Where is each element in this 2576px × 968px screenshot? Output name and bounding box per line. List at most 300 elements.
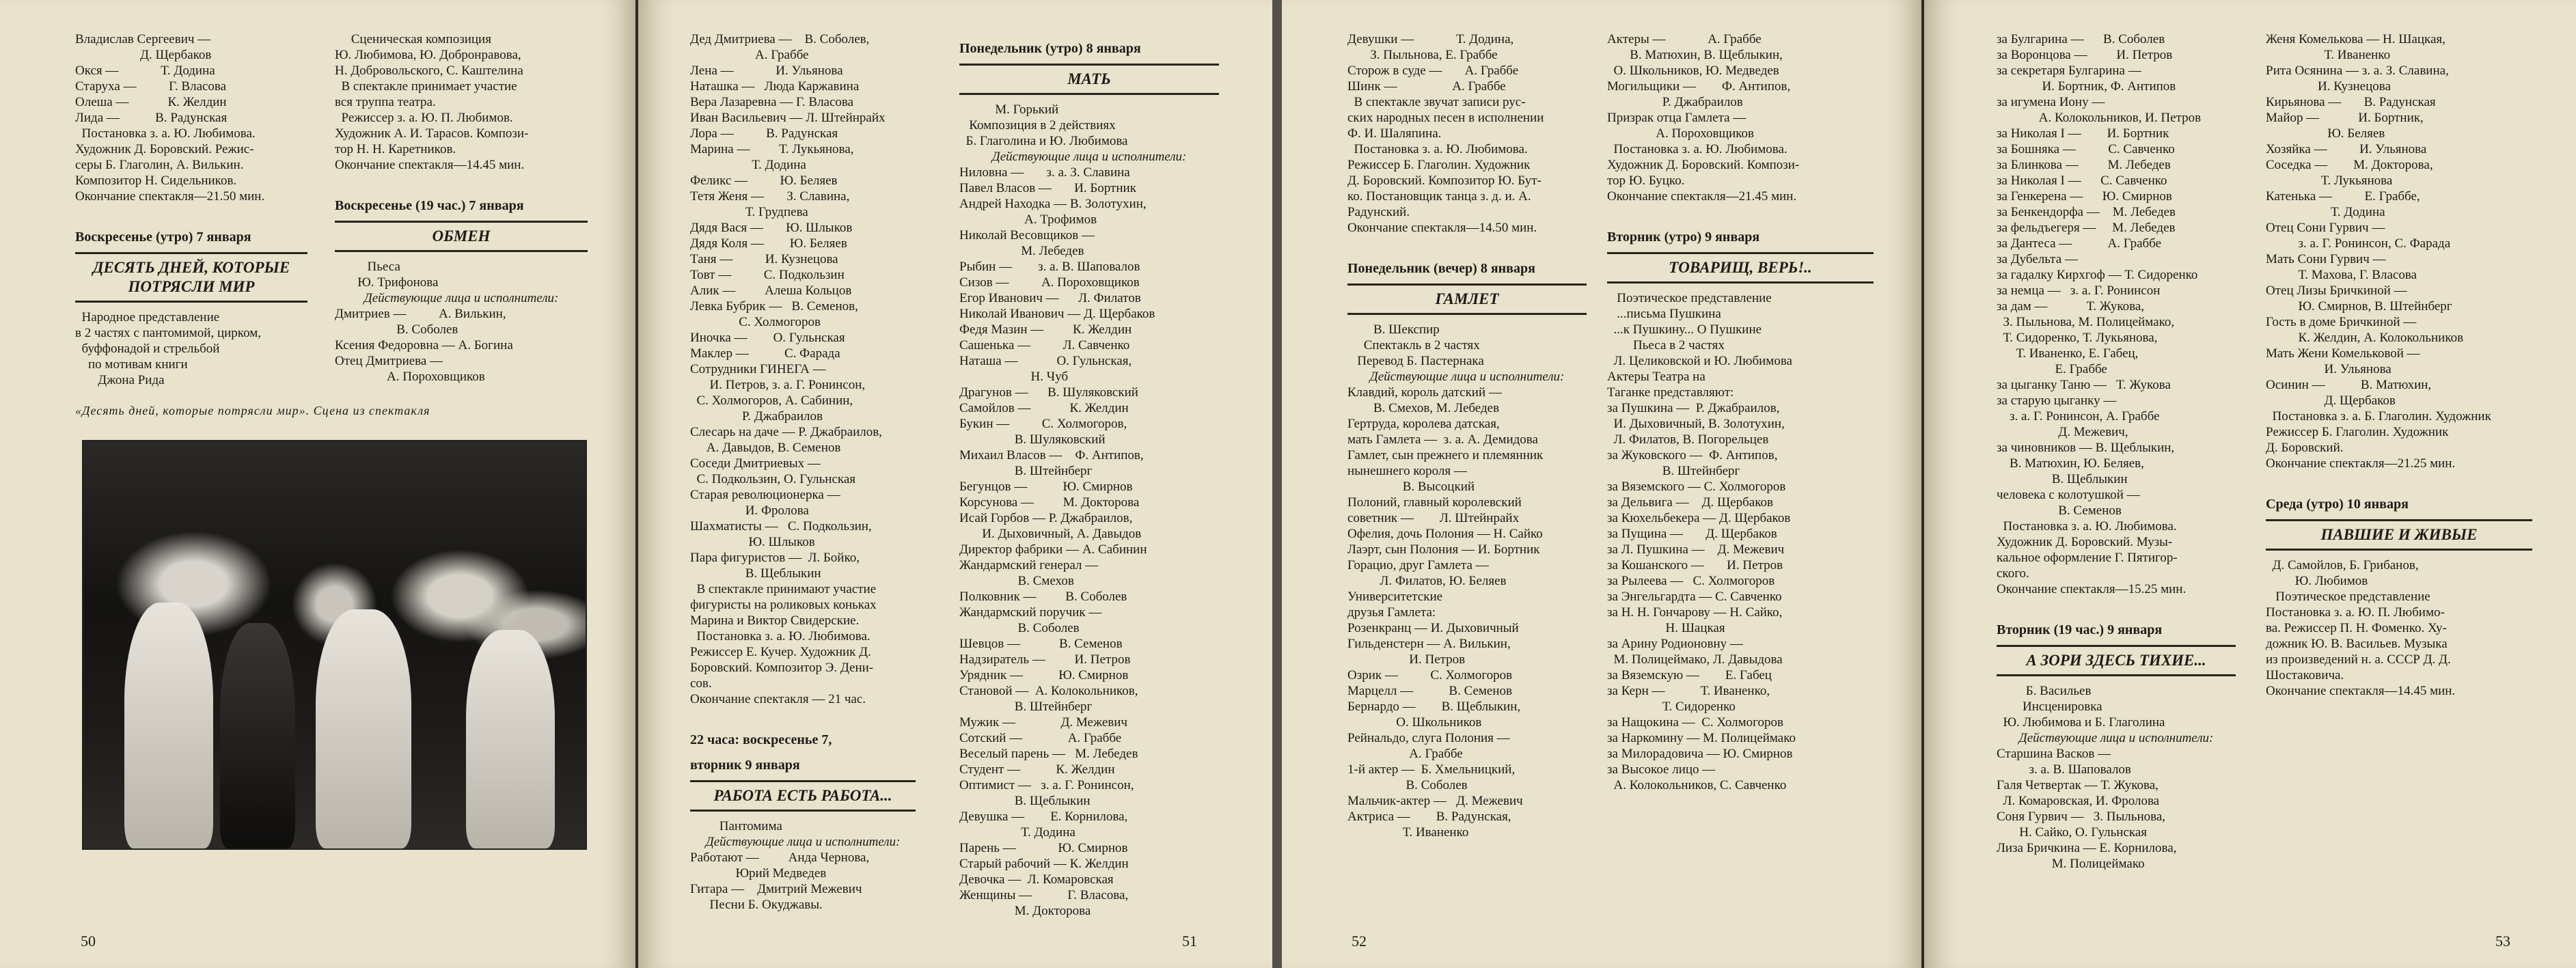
text-line: Пьеса [335,260,400,274]
performer-figure [124,603,213,848]
text-line: из произведений н. а. СССР Д. Д. [2266,652,2451,667]
text-line: Народное представление [75,310,220,324]
text-line: Художник Д. Боровский. Музы- [1997,535,2173,549]
text-line: Рыбин — з. а. В. Шаповалов [959,260,1140,274]
text-line: Н. Шацкая [1607,621,1725,635]
text-line: дожник Ю. В. Васильев. Музыка [2266,637,2448,651]
text-line: Урядник — Ю. Смирнов [959,668,1129,682]
text-line: за Жуковского — Ф. Антипов, [1607,448,1778,462]
text-line: Л. Целиковской и Ю. Любимова [1607,354,1792,368]
text-line: Кирьянова — В. Радунская [2266,95,2436,109]
text-line: за фельдъегеря — М. Лебедев [1997,221,2176,235]
text-line: Дядя Вася — Ю. Шлыков [690,221,853,235]
text-line: Поэтическое представление [2266,590,2430,604]
text-line: А. Давыдов, В. Семенов [690,441,841,455]
text-line: серы Б. Глаголин, А. Вилькин. [75,158,244,172]
text-line: за цыганку Таню — Т. Жукова [1997,378,2171,392]
text-line: Д. Боровский. [2266,441,2344,455]
text-line: И. Фролова [690,503,809,518]
text-line: Ниловна — з. а. З. Славина [959,165,1130,180]
text-line [1607,204,1874,220]
text-line: И. Петров [1347,652,1466,667]
section-heading: ПАВШИЕ И ЖИВЫЕ [2266,519,2532,551]
text-line: Андрей Находка — В. Золотухин, [959,197,1147,211]
text-line: Режиссер Е. Кучер. Художник Д. [690,645,871,659]
text-line: Ю. Любимова и Б. Глаголина [1997,715,2165,730]
text-line: за Генкерена — Ю. Смирнов [1997,189,2172,204]
text-line: сов. [690,676,712,691]
text-line: Жандармский поручик — [959,605,1102,620]
text-line: Девушка — Е. Корнилова, [959,810,1128,824]
text-line: Лена — И. Ульянова [690,64,843,78]
text-line [75,204,307,220]
section-heading: ДЕСЯТЬ ДНЕЙ, КОТОРЫЕ ПОТРЯСЛИ МИР [75,252,307,303]
text-line: ва. Режиссер П. Н. Фоменко. Ху- [2266,621,2447,635]
text-line: Олеша — К. Желдин [75,95,227,109]
text-line: Дядя Коля — Ю. Беляев [690,236,847,251]
text-line: ских народных песен в исполнении [1347,111,1544,125]
text-line: Университетские [1347,590,1443,604]
text-line: за Наркомину — М. Полицеймако [1607,731,1796,745]
text-line: Алик — Алеша Кольцов [690,284,852,298]
text-line: Художник Д. Боровский. Компози- [1607,158,1800,172]
text-line: Юрий Медведев [690,866,827,881]
text-line: В. Матюхин, В. Щеблыкин, [1607,48,1783,62]
text-line: Товт — С. Подкользин [690,268,845,282]
text-line: Т. Грудпева [690,205,808,219]
page-52 [1282,0,1921,968]
text-line: В. Смехов, М. Лебедев [1347,401,1500,415]
text-line: Становой — А. Колокольников, [959,684,1138,698]
text-line: Композиция в 2 действиях [959,118,1116,133]
text-line: Девушки — Т. Додина, [1347,32,1514,46]
text-line: Ю. Смирнов, В. Штейнберг [2266,299,2452,314]
text-line: Постановка з. а. Ю. Любимова. [1607,142,1787,156]
text-line: Ю. Шлыков [690,535,815,549]
text-line: Полоний, главный королевский [1347,495,1522,510]
text-line: Т. Иваненко [2266,48,2391,62]
text-line: Режиссер Б. Глаголин. Художник [1347,158,1531,172]
text-line: Д. Боровский. Композитор Ю. Бут- [1347,174,1542,188]
text-line: Т. Махова, Г. Власова [2266,268,2417,282]
text-line: Наташка — Люда Каржавина [690,79,860,94]
text-line: за Кошанского — И. Петров [1607,558,1783,572]
performer-figure [466,630,555,848]
text-line: Поэтическое представление [1607,291,1772,305]
text-line: Директор фабрики — А. Сабинин [959,542,1147,557]
text-line: М. Горький [959,102,1059,117]
page-51-column-2 [959,31,1219,940]
text-line: з. а. В. Шаповалов [1997,762,2131,777]
text-line: З. Пыльнова, Е. Граббе [1347,48,1498,62]
text-line: В. Соболев [335,322,458,337]
text-line: Пара фигуристов — Л. Бойко, [690,551,860,565]
section-heading: ОБМЕН [335,221,588,252]
text-line: О. Школьников [1347,715,1482,730]
stage-photo [82,440,587,850]
text-line: Т. Сидоренко [1607,700,1736,714]
text-line: Художник Д. Боровский. Режис- [75,142,254,156]
text-line: Старая революционерка — [690,488,840,502]
text-line: за Дельвига — Д. Щербаков [1607,495,1773,510]
text-line: Сотрудники ГИНЕГА — [690,362,826,376]
text-line: В. Штейнберг [1607,464,1740,478]
text-line: Бернардо — В. Щеблыкин, [1347,700,1521,714]
text-line: Букин — С. Холмогоров, [959,417,1127,431]
text-line: М. Полицеймако [1997,857,2145,871]
text-line: Окончание спектакля—14.50 мин. [1347,221,1537,235]
text-line: за игумена Иону — [1997,95,2105,109]
text-line: М. Докторова [959,904,1091,918]
text-line: Майор — И. Бортник, [2266,111,2424,125]
schedule-date: Воскресенье (19 час.) 7 января [335,198,524,213]
text-line: за Рылеева — С. Холмогоров [1607,574,1775,588]
text-line: Женя Комелькова — Н. Шацкая, [2266,32,2445,46]
text-line: Композитор Н. Сидельников. [75,174,237,188]
text-line: Оптимист — з. а. Г. Ронинсон, [959,778,1134,792]
schedule-date: Вторник (19 час.) 9 января [1997,622,2163,637]
text-line: Корсунова — М. Докторова [959,495,1140,510]
text-line: Н. Сайко, О. Гульнская [1997,825,2148,840]
text-line: Дед Дмитриева — В. Соболев, [690,32,870,46]
text-line: К. Желдин, А. Колокольников [2266,331,2464,345]
page-53-column-1 [1997,31,2236,940]
text-line: Левка Бубрик — В. Семенов, [690,299,858,314]
text-line: Феликс — Ю. Беляев [690,174,838,188]
text-line: Клавдий, король датский — [1347,385,1502,400]
text-line: за гадалку Кирхгоф — Т. Сидоренко [1997,268,2198,282]
text-line: Катенька — Е. Граббе, [2266,189,2420,204]
section-heading: ТОВАРИЩ, ВЕРЬ!.. [1607,252,1874,284]
text-line: Окончание спектакля—21.25 мин. [2266,456,2456,471]
text-line: Офелия, дочь Полония — Н. Сайко [1347,527,1543,541]
text-line: фигуристы на роликовых коньках [690,598,877,612]
text-line: А. Граббе [1347,747,1463,761]
text-line: за Л. Пушкина — Д. Межевич [1607,542,1785,557]
text-line: нынешнего короля — [1347,464,1467,478]
text-line: М. Лебедев [959,244,1084,258]
text-line: Инсценировка [1997,700,2102,714]
page-51-column-1 [690,31,916,940]
text-line: Шинк — А. Граббе [1347,79,1506,94]
text-line: Боровский. Композитор Э. Дени- [690,661,874,675]
text-line: Д. Щербаков [2266,393,2396,408]
text-line: Соня Гурвич — З. Пыльнова, [1997,810,2166,824]
text-line: О. Школьников, Ю. Медведев [1607,64,1779,78]
text-line: Рита Осянина — з. а. З. Славина, [2266,64,2449,78]
text-line: С. Холмогоров, А. Сабинин, [690,393,853,408]
text-line: за Бенкендорфа — М. Лебедев [1997,205,2176,219]
text-line: кальное оформление Г. Пятигор- [1997,551,2178,565]
text-line: И. Дыховичный, В. Золотухин, [1607,417,1785,431]
text-line: за Дубельта — [1997,252,2078,266]
text-line: В. Шуляковский [959,432,1106,447]
text-line: за Пушкина — Р. Джабраилов, [1607,401,1780,415]
text-line [335,173,588,189]
text-line: Лида — В. Радунская [75,111,228,125]
text-line: за Милорадовича — Ю. Смирнов [1607,747,1793,761]
text-line: Гильденстерн — А. Вилькин, [1347,637,1511,651]
text-line: Николай Иванович — Д. Щербаков [959,307,1155,321]
text-line: Марина — Т. Лукьянова, [690,142,854,156]
text-line: за секретаря Булгарина — [1997,64,2141,78]
text-line: Старый рабочий — К. Желдин [959,857,1129,871]
text-line: Вера Лазаревна — Г. Власова [690,95,854,109]
text-line: за Энгельгардта — С. Савченко [1607,590,1782,604]
text-line: за Пущина — Д. Щербаков [1607,527,1777,541]
text-line: Отец Лизы Бричкиной — [2266,284,2407,298]
text-line: Соседи Дмитриевых — [690,456,821,471]
text-line: за Нащокина — С. Холмогоров [1607,715,1783,730]
text-line: Старуха — Г. Власова [75,79,227,94]
text-line: И. Кузнецова [2266,79,2391,94]
text-line: Полковник — В. Соболев [959,590,1127,604]
text-line: Актриса — В. Радунская, [1347,810,1511,824]
text-line: за Кюхельбекера — Д. Щербаков [1607,511,1791,525]
text-line: Парень — Ю. Смирнов [959,841,1128,855]
text-line: мать Гамлета — з. а. А. Демидова [1347,432,1538,447]
text-line: Постановка з. а. Ю. Любимова. [75,126,256,141]
text-line: Работают — Анда Чернова, [690,851,870,865]
text-line: вся труппа театра. [335,95,436,109]
text-line: Б. Глаголина и Ю. Любимова [959,134,1128,148]
photo-caption: «Десять дней, которые потрясли мир». Сцена из спектакля [75,404,430,417]
text-line: Постановка з. а. Ю. П. Любимо- [2266,605,2445,620]
text-line: Маклер — С. Фарада [690,346,840,361]
page-number: 52 [1352,932,1367,950]
text-line: за Вяземскую — Е. Габец [1607,668,1772,682]
text-line: Гитара — Дмитрий Межевич [690,882,862,896]
text-line: Л. Филатов, Ю. Беляев [1347,574,1507,588]
page-52-column-1 [1347,31,1587,940]
page-number: 53 [2495,932,2510,950]
text-line: Шевцов — В. Семенов [959,637,1123,651]
cast-caption: Действующие лица и исполнители: [991,150,1187,164]
schedule-date: Понедельник (вечер) 8 января [1347,261,1535,276]
text-line [690,707,916,723]
cast-caption: Действующие лица и исполнители: [364,291,559,305]
text-line: Могильщики — Ф. Антипов, [1607,79,1791,94]
text-line: Озрик — С. Холмогоров [1347,668,1513,682]
text-line: Старшина Васков — [1997,747,2111,761]
text-line: за Блинкова — М. Лебедев [1997,158,2171,172]
text-line: в 2 частях с пантомимой, цирком, [75,326,261,340]
text-line: Горацио, друг Гамлета — [1347,558,1489,572]
text-line: Р. Джабраилов [1607,95,1743,109]
schedule-date: Понедельник (утро) 8 января [959,41,1141,56]
text-line: Шостаковича. [2266,668,2344,682]
text-line: В. Щеблыкин [690,566,821,581]
text-line: по мотивам книги [75,357,188,372]
cast-caption: Действующие лица и исполнители: [2018,731,2214,745]
text-line: И. Бортник, Ф. Антипов [1997,79,2176,94]
text-line: за Высокое лицо — [1607,762,1716,777]
text-line: Иван Васильевич — Л. Штейнрайх [690,111,886,125]
text-line: Лиза Бричкина — Е. Корнилова, [1997,841,2177,855]
text-line: за чиновников — В. Щеблыкин, [1997,441,2175,455]
text-line: Мать Жени Комельковой — [2266,346,2420,361]
text-line: Л. Филатов, В. Погорельцев [1607,432,1769,447]
schedule-date: Вторник (утро) 9 января [1607,230,1760,245]
cast-caption: Действующие лица и исполнители: [705,835,901,849]
text-line: Жандармский генерал — [959,558,1099,572]
text-line: Михаил Власов — Ф. Антипов, [959,448,1144,462]
text-line: Пантомима [690,819,782,833]
text-line: А. Граббе [690,48,809,62]
text-line: Спектакль в 2 частях [1347,338,1480,352]
text-line: за Булгарина — В. Соболев [1997,32,2165,46]
text-line: за Керн — Т. Иваненко, [1607,684,1770,698]
text-line: В спектакле принимает участие [335,79,517,94]
text-line: В. Штейнберг [959,464,1093,478]
text-line: Мать Сони Гурвич — [2266,252,2386,266]
text-line: Павел Власов — И. Бортник [959,181,1136,195]
text-line: Ю. Любимова, Ю. Добронравова, [335,48,521,62]
text-line: Студент — К. Желдин [959,762,1115,777]
text-line: Т. Додина [690,158,806,172]
text-line: Окончание спектакля—21.50 мин. [75,189,265,204]
text-line: за немца — з. а. Г. Ронинсон [1997,284,2161,298]
text-line: И. Петров, з. а. Г. Ронинсон, [690,378,866,392]
text-line: Хозяйка — И. Ульянова [2266,142,2427,156]
text-line: Таганке представляют: [1607,385,1734,400]
text-line: Федя Мазин — К. Желдин [959,322,1132,337]
text-line: Джона Рида [75,373,165,387]
text-line: В. Матюхин, Ю. Беляев, [1997,456,2144,471]
text-line: Сценическая композиция [335,32,491,46]
text-line: Окончание спектакля—14.45 мин. [2266,684,2456,698]
text-line: Призрак отца Гамлета — [1607,111,1746,125]
text-line: Ю. Любимов [2266,574,2368,588]
text-line: А. Пороховщиков [1607,126,1755,141]
text-line: Р. Джабраилов [690,409,823,424]
text-line: Песни Б. Окуджавы. [690,898,823,912]
text-line: Осинин — В. Матюхин, [2266,378,2432,392]
text-line: за Бошняка — С. Савченко [1997,142,2175,156]
text-line: за Николая I — И. Бортник [1997,126,2169,141]
text-line: В спектакле принимают участие [690,582,877,596]
text-line: И. Дыховичный, А. Давыдов [959,527,1142,541]
text-line: буффонадой и стрельбой [75,342,220,356]
text-line: Актеры — А. Граббе [1607,32,1762,46]
text-line: Н. Добровольского, С. Каштелина [335,64,523,78]
text-line: Художник А. И. Тарасов. Компози- [335,126,529,141]
text-line: з. а. Г. Ронинсон, С. Фарада [2266,236,2451,251]
text-line: Постановка з. а. Ю. Любимова. [1997,519,2177,534]
text-line: В. Щеблыкин [959,794,1091,808]
text-line: Слесарь на даче — Р. Джабраилов, [690,425,882,439]
text-line: Отец Дмитриева — [335,354,443,368]
page-52-column-2 [1607,31,1874,940]
performer-figure [220,623,295,848]
text-line: Соседка — М. Докторова, [2266,158,2433,172]
text-line: Николай Весовщиков — [959,228,1095,243]
text-line: Иночка — О. Гульнская [690,331,845,345]
text-line: ...письма Пушкина [1607,307,1721,321]
text-line: за дам — Т. Жукова, [1997,299,2145,314]
text-line: Н. Чуб [959,370,1068,384]
page-53 [1924,0,2576,968]
text-line: Актеры Театра на [1607,370,1705,384]
text-line: ко. Постановщик танца з. д. и. А. [1347,189,1531,204]
text-line: Режиссер Б. Глаголин. Художник [2266,425,2449,439]
text-line: А. Колокольников, С. Савченко [1607,778,1787,792]
text-line [1997,597,2236,613]
text-line: ского. [1997,566,2029,581]
text-line: Окончание спектакля—21.45 мин. [1607,189,1797,204]
text-line: Окся — Т. Додина [75,64,215,78]
text-line: В. Щеблыкин [1997,472,2128,486]
text-line: Постановка з. а. Б. Глаголин. Художник [2266,409,2491,424]
page-number: 51 [1182,932,1197,950]
text-line: за старую цыганку — [1997,393,2117,408]
text-line: И. Ульянова [2266,362,2392,376]
text-line: Мальчик-актер — Д. Межевич [1347,794,1523,808]
text-line: за Вяземского — С. Холмогоров [1607,480,1786,494]
text-line: Гертруда, королева датская, [1347,417,1500,431]
text-line: Постановка з. а. Ю. Любимова. [690,629,871,644]
text-line: Тетя Женя — З. Славина, [690,189,850,204]
text-line: Окончание спектакля—15.25 мин. [1997,582,2187,596]
text-line: Лаэрт, сын Полония — И. Бортник [1347,542,1540,557]
text-line: Драгунов — В. Шуляковский [959,385,1138,400]
text-line: Отец Сони Гурвич — [2266,221,2385,235]
text-line: Ф. И. Шаляпина. [1347,126,1442,141]
text-line: друзья Гамлета: [1347,605,1436,620]
page-number: 50 [81,932,96,950]
text-line: Пьеса в 2 частях [1607,338,1725,352]
text-line: А. Трофимов [959,212,1097,227]
schedule-date: Среда (утро) 10 января [2266,497,2409,512]
text-line: Шахматисты — С. Подкользин, [690,519,872,534]
text-line: Т. Иваненко [1347,825,1469,840]
text-line: Самойлов — К. Желдин [959,401,1129,415]
text-line: Мужик — Д. Межевич [959,715,1127,730]
text-line: Исай Горбов — Р. Джабраилов, [959,511,1133,525]
text-line: Сизов — А. Пороховщиков [959,275,1140,290]
text-line: за Арину Родионовну — [1607,637,1743,651]
page-51 [638,0,1272,968]
schedule-date: Воскресенье (утро) 7 января [75,230,251,245]
text-line [2266,471,2532,487]
text-line: Надзиратель — И. Петров [959,652,1131,667]
text-line: Окончание спектакля — 21 час. [690,692,866,706]
section-heading: МАТЬ [959,64,1219,95]
text-line: Т. Иваненко, Е. Габец, [1997,346,2139,361]
text-line: Гамлет, сын прежнего и племянник [1347,448,1544,462]
text-line: ...к Пушкину... О Пушкине [1607,322,1762,337]
text-line: Марцелл — В. Семенов [1347,684,1512,698]
text-line: за Н. Н. Гончарову — Н. Сайко, [1607,605,1783,620]
text-line: з. а. Г. Ронинсон, А. Граббе [1997,409,2160,424]
text-line: Марина и Виктор Свидерские. [690,613,860,628]
text-line: С. Холмогоров [690,315,821,329]
text-line: Т. Сидоренко, Т. Лукьянова, [1997,331,2158,345]
text-line: советник — Л. Штейнрайх [1347,511,1520,525]
page-50 [0,0,635,968]
text-line: 1-й актер — Б. Хмельницкий, [1347,762,1516,777]
text-line: Т. Додина [959,825,1075,840]
text-line: Сашенька — Л. Савченко [959,338,1130,352]
text-line: Ю. Беляев [2266,126,2385,141]
text-line: Егор Иванович — Л. Филатов [959,291,1141,305]
text-line: за Воронцова — И. Петров [1997,48,2173,62]
text-line: Сторож в суде — А. Граббе [1347,64,1519,78]
section-heading: ГАМЛЕТ [1347,284,1587,315]
text-line: Ю. Трифонова [335,275,439,290]
text-line: Розенкранц — И. Дыховичный [1347,621,1519,635]
text-line: Д. Самойлов, Б. Грибанов, [2266,558,2419,572]
